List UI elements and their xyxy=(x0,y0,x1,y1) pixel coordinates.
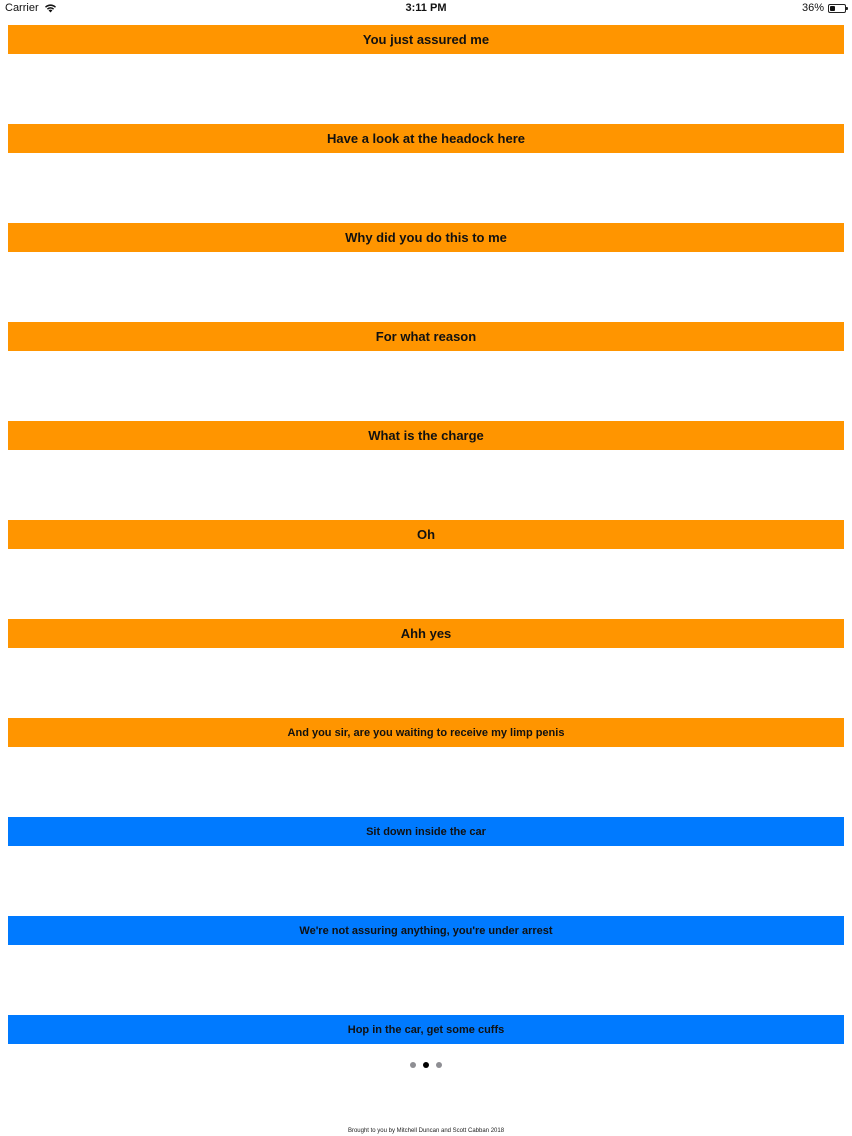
page-dot-3[interactable] xyxy=(436,1062,442,1068)
battery-level-fill xyxy=(830,6,835,11)
sound-button-ahh-yes[interactable]: Ahh yes xyxy=(8,619,844,648)
page-control[interactable] xyxy=(0,1062,852,1068)
status-battery-group xyxy=(802,2,846,14)
credits-footer: Brought to you by Mitchell Duncan and Scott Cabban 2018 xyxy=(347,1128,505,1134)
sound-button-sit-down[interactable]: Sit down inside the car xyxy=(8,817,844,846)
sound-button-hop-in-the-car[interactable]: Hop in the car, get some cuffs xyxy=(8,1015,844,1044)
sound-button-oh[interactable]: Oh xyxy=(8,520,844,549)
sound-button-for-what-reason[interactable]: For what reason xyxy=(8,322,844,351)
sound-button-what-is-the-charge[interactable]: What is the charge xyxy=(8,421,844,450)
battery-icon xyxy=(828,4,846,13)
sound-button-under-arrest[interactable]: We're not assuring anything, you're under arrest xyxy=(8,916,844,945)
sound-button-why-did-you[interactable]: Why did you do this to me xyxy=(8,223,844,252)
page-dot-2[interactable] xyxy=(423,1062,429,1068)
battery-tip xyxy=(846,7,848,10)
carrier-label: Carrier xyxy=(5,2,39,14)
sound-button-have-a-look[interactable]: Have a look at the headock here xyxy=(8,124,844,153)
status-bar xyxy=(0,0,852,18)
battery-percent: 36% xyxy=(801,2,824,14)
sound-button-you-just-assured-me[interactable]: You just assured me xyxy=(8,25,844,54)
page-dot-1[interactable] xyxy=(410,1062,416,1068)
sound-button-and-you-sir[interactable]: And you sir, are you waiting to receive my limp penis xyxy=(8,718,844,747)
sound-button-list xyxy=(8,25,844,1114)
status-time: 3:11 PM xyxy=(405,2,447,14)
